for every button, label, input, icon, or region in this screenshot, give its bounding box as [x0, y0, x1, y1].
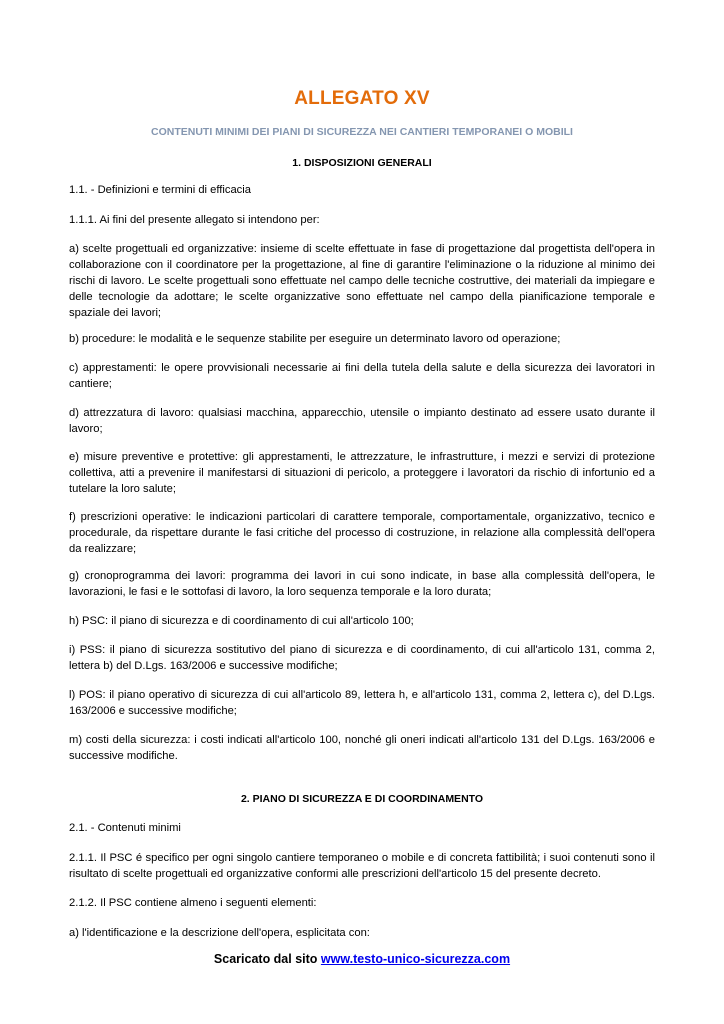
document-subtitle: CONTENUTI MINIMI DEI PIANI DI SICUREZZA NEI CANTIERI TEMPORANEI O MOBILI — [151, 126, 573, 138]
definition-f: f) prescrizioni operative: le indicazioni particolari di carattere temporale, comportamentale, organizzativo, tecnico e procedurale, da rispettare durante le fasi critiche del processo di costruzione, in relazione alla complessità dell'opera da realizzare; — [69, 511, 655, 555]
paragraph-2-1-1: 2.1.1. Il PSC é specifico per ogni singolo cantiere temporaneo o mobile e di concreta fattibilità; i suoi contenuti sono il risultato di scelte progettuali ed organizzative conformi alle prescrizioni dell'articolo 15 del presente decreto. — [69, 852, 655, 880]
paragraph-2-1: 2.1. - Contenuti minimi — [69, 822, 181, 834]
definition-m: m) costi della sicurezza: i costi indicati all'articolo 100, nonché gli oneri indicati all'articolo 131 del D.Lgs. 163/2006 e successive modifiche. — [69, 734, 655, 762]
footer — [0, 952, 724, 966]
definition-h: h) PSC: il piano di sicurezza e di coordinamento di cui all'articolo 100; — [69, 615, 414, 627]
paragraph-2-1-2: 2.1.2. Il PSC contiene almeno i seguenti elementi: — [69, 897, 317, 909]
definition-a: a) scelte progettuali ed organizzative: insieme di scelte effettuate in fase di progettazione dal progettista dell'opera in collaborazione con il coordinatore per la progettazione, al fine di garantire l'eliminazione o la riduzione al minimo dei rischi di lavoro. Le scelte progettuali sono effettuate nel campo delle tecniche costruttive, dei materiali da impiegare e delle tecnologie da adottare; le scelte organizzative sono effettuate nel campo della pianificazione temporale e spaziale dei lavori; — [69, 243, 655, 319]
document-title: ALLEGATO XV — [294, 88, 430, 109]
definition-g: g) cronoprogramma dei lavori: programma dei lavori in cui sono indicate, in base alla complessità dell'opera, le lavorazioni, le fasi e le sottofasi di lavoro, la loro sequenza temporale e la loro durata; — [69, 570, 655, 598]
website-link[interactable]: www.testo-unico-sicurezza.com — [320, 952, 511, 966]
definition-b: b) procedure: le modalità e le sequenze stabilite per eseguire un determinato lavoro od operazione; — [69, 333, 561, 345]
definition-i: i) PSS: il piano di sicurezza sostitutivo del piano di sicurezza e di coordinamento, di cui all'articolo 131, comma 2, lettera b) del D.Lgs. 163/2006 e successive modifiche; — [69, 644, 655, 672]
definition-l: l) POS: il piano operativo di sicurezza di cui all'articolo 89, lettera h, e all'articolo 131, comma 2, lettera c), del D.Lgs. 163/2006 e successive modifiche; — [69, 689, 655, 717]
definition-c: c) apprestamenti: le opere provvisionali necessarie ai fini della tutela della salute e della sicurezza dei lavoratori in cantiere; — [69, 362, 655, 390]
document-page — [69, 0, 655, 1024]
section-heading-1: 1. DISPOSIZIONI GENERALI — [292, 157, 432, 169]
section-heading-2: 2. PIANO DI SICUREZZA E DI COORDINAMENTO — [240, 793, 484, 805]
paragraph-1-1: 1.1. - Definizioni e termini di efficacia — [69, 184, 251, 196]
definition-d: d) attrezzatura di lavoro: qualsiasi macchina, apparecchio, utensile o impianto destinato ad essere usato durante il lavoro; — [69, 407, 655, 435]
paragraph-1-1-1: 1.1.1. Ai fini del presente allegato si intendono per: — [69, 214, 320, 226]
definition-e: e) misure preventive e protettive: gli apprestamenti, le attrezzature, le infrastrutture, i mezzi e servizi di protezione collettiva, atti a prevenire il manifestarsi di situazioni di pericolo, a proteggere i lavoratori da rischio di infortunio ed a tutelare la loro salute; — [69, 451, 655, 495]
paragraph-2-a: a) l'identificazione e la descrizione dell'opera, esplicitata con: — [69, 927, 370, 939]
footer-prefix: Scaricato dal sito — [213, 952, 321, 966]
